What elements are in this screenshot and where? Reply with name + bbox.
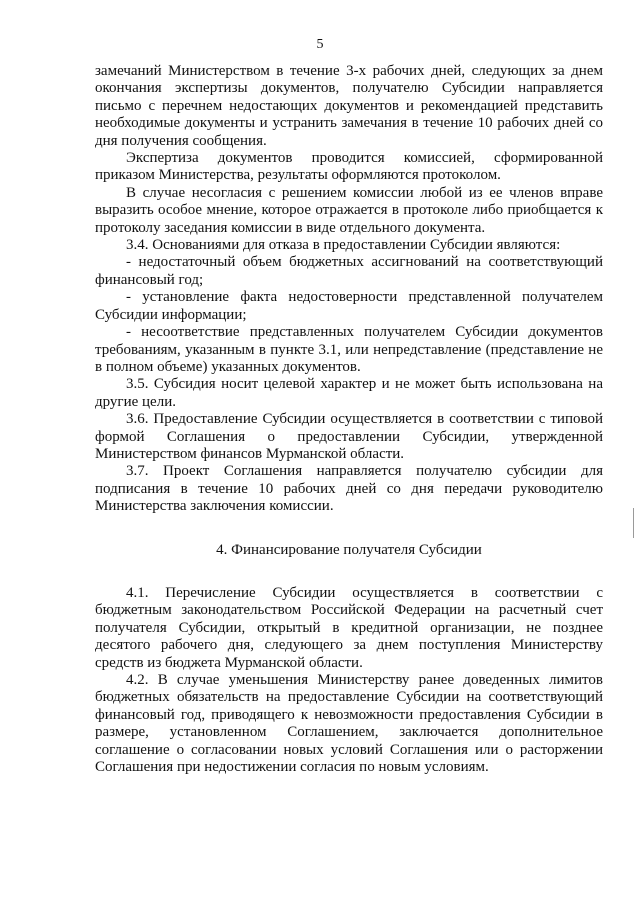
- list-item-budget: - недостаточный объем бюджетных ассигнований на соответствующий финансовый год;: [95, 254, 603, 288]
- clause-3-6: 3.6. Предоставление Субсидии осуществляется в соответствии с типовой формой Соглашения о предоставлении Субсидии, утвержденной Министерством финансов Мурманской области.: [95, 411, 603, 462]
- paragraph-expertise: Экспертиза документов проводится комиссией, сформированной приказом Министерства, результаты оформляются протоколом.: [95, 150, 603, 184]
- clause-3-5: 3.5. Субсидия носит целевой характер и не может быть использована на другие цели.: [95, 376, 603, 410]
- page-number: 5: [316, 37, 324, 52]
- clause-4-1: 4.1. Перечисление Субсидии осуществляется в соответствии с бюджетным законодательством Российской Федерации на расчетный счет получателя Субсидии, открытый в кредитной организации, не позднее десятого рабочего дня, следующего за днем поступления Министерству средств из бюджета Мурманской области.: [95, 584, 603, 671]
- document-body: [95, 63, 603, 776]
- clause-3-4: 3.4. Основаниями для отказа в предоставлении Субсидии являются:: [126, 237, 561, 254]
- list-item-unreliable-info: - установление факта недостоверности представленной получателем Субсидии информации;: [95, 289, 603, 323]
- paragraph-disagreement: В случае несогласия с решением комиссии любой из ее членов вправе выразить особое мнение, которое отражается в протоколе либо приобщается к протоколу заседания комиссии в виде отдельного документа.: [95, 184, 603, 236]
- clause-3-7: 3.7. Проект Соглашения направляется получателю субсидии для подписания в течение 10 рабочих дней со дня передачи руководителю Министерства заключения комиссии.: [95, 463, 603, 515]
- scan-edge-mark: [633, 508, 634, 538]
- section-heading: 4. Финансирование получателя Субсидии: [216, 541, 482, 558]
- list-item-noncompliance: - несоответствие представленных получателем Субсидии документов требованиям, указанным в пункте 3.1, или непредставление (представление не в полном объеме) указанных документов.: [95, 324, 603, 375]
- paragraph-continuation: замечаний Министерством в течение 3-х рабочих дней, следующих за днем окончания экспертизы документов, получателю Субсидии направляется письмо с перечнем недостающих документов и рекомендацией представить необходимые документы и устранить замечания в течение 10 рабочих дней со дня получения сообщения.: [95, 63, 603, 149]
- clause-4-2: 4.2. В случае уменьшения Министерству ранее доведенных лимитов бюджетных обязательств на предоставление Субсидии на соответствующий финансовый год, приводящего к невозможности предоставления Субсидии в размере, установленном Соглашением, заключается дополнительное соглашение о согласовании новых условий Соглашения или о расторжении Соглашения при недостижении согласия по новым условиям.: [95, 672, 603, 776]
